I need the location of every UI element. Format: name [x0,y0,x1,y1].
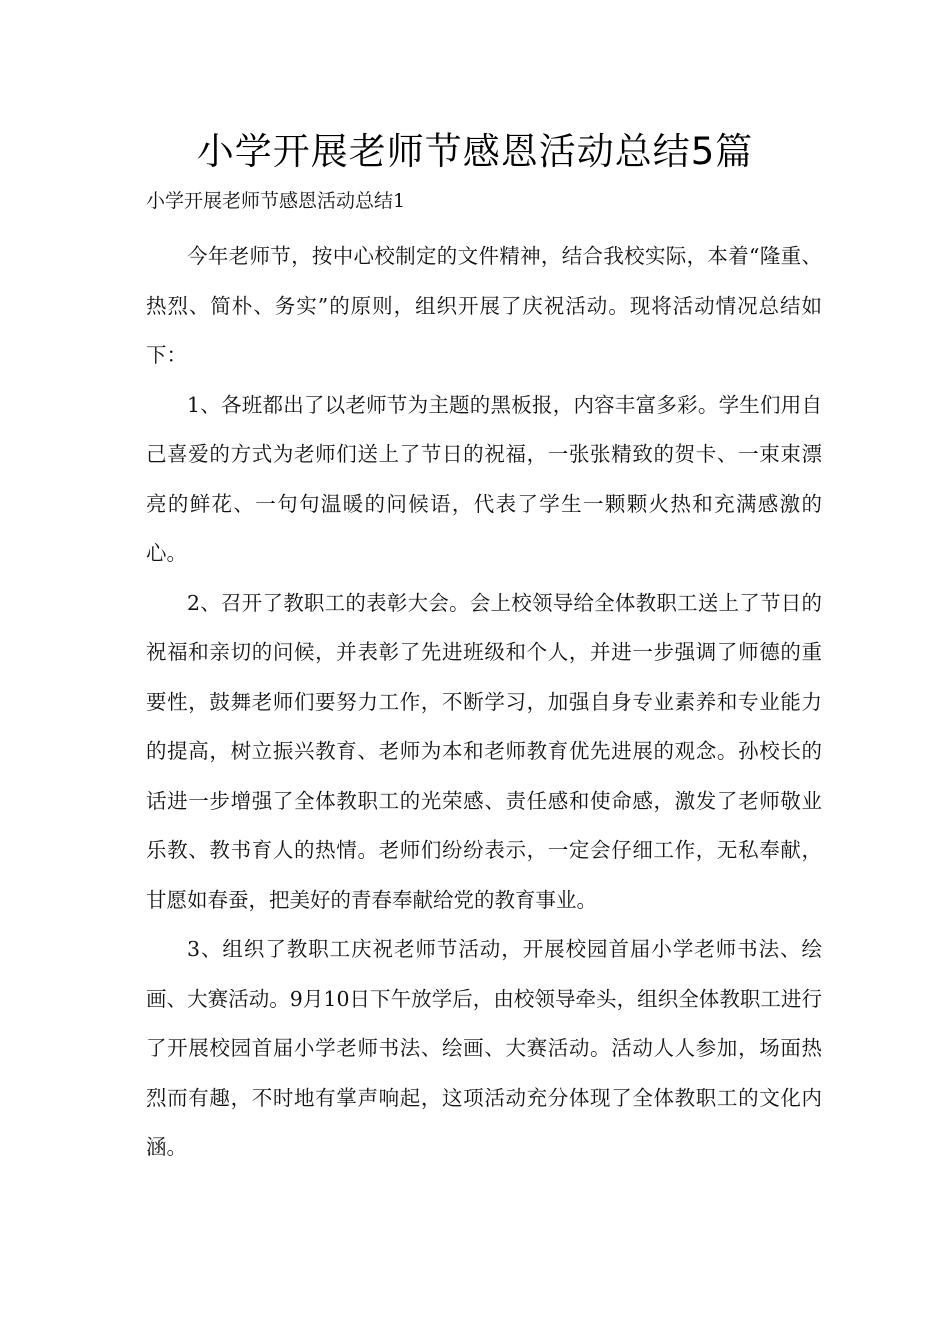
section-subtitle: 小学开展老师节感恩活动总结1 [146,190,406,212]
document-body [146,232,822,1173]
document-title: 小学开展老师节感恩活动总结5篇 [196,130,754,173]
paragraph-item-2: 2、召开了教职工的表彰大会。会上校领导给全体教职工送上了节日的祝福和亲切的问候，并表彰了先进班级和个人，并进一步强调了师德的重要性，鼓舞老师们要努力工作，不断学习，加强自身专业素养和专业能力的提高，树立振兴教育、老师为本和老师教育优先进展的观念。孙校长的话进一步增强了全体教职工的光荣感、责任感和使命感，激发了老师敬业乐教、教书育人的热情。老师们纷纷表示，一定会仔细工作，无私奉献，甘愿如春蚕，把美好的青春奉献给党的教育事业。 [146,590,822,912]
paragraph-intro: 今年老师节，按中心校制定的文件精神，结合我校实际，本着“隆重、热烈、简朴、务实”的原则，组织开展了庆祝活动。现将活动情况总结如下： [146,244,822,367]
paragraph-item-3: 3、组织了教职工庆祝老师节活动，开展校园首届小学老师书法、绘画、大赛活动。9月10日下午放学后，由校领导牵头，组织全体教职工进行了开展校园首届小学老师书法、绘画、大赛活动。活动人人参加，场面热烈而有趣，不时地有掌声响起，这项活动充分体现了全体教职工的文化内涵。 [146,937,822,1159]
paragraph-item-1: 1、各班都出了以老师节为主题的黑板报，内容丰富多彩。学生们用自己喜爱的方式为老师们送上了节日的祝福，一张张精致的贺卡、一束束漂亮的鲜花、一句句温暖的问候语，代表了学生一颗颗火热和充满感激的心。 [146,392,822,565]
